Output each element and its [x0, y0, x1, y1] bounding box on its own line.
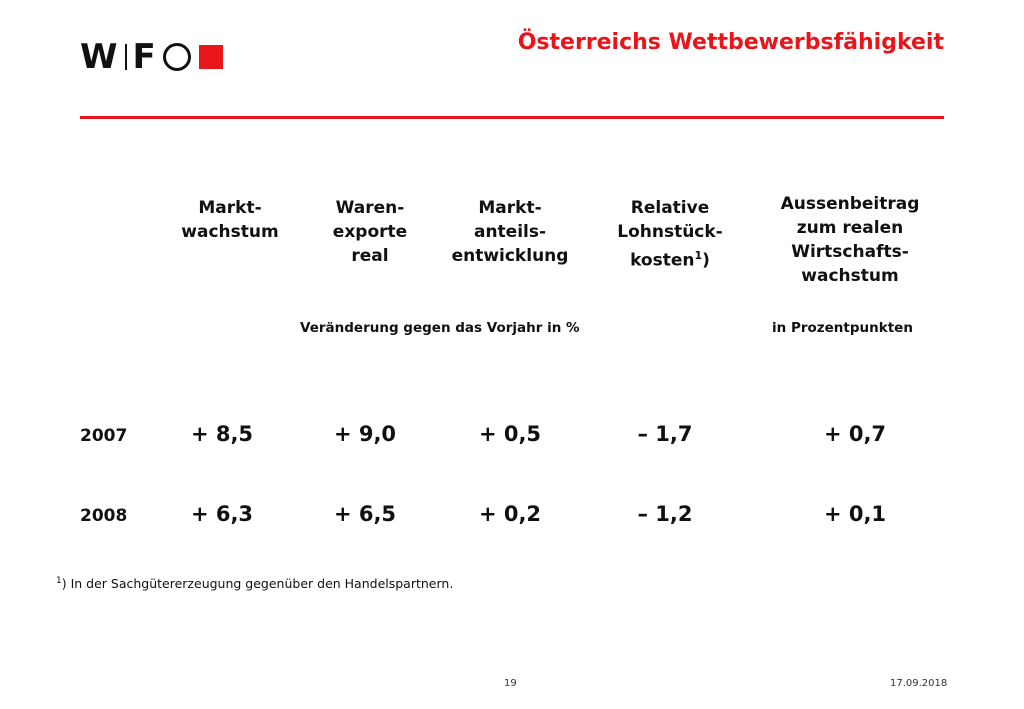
cell-2008-warenexporte: + 6,5 — [333, 502, 397, 526]
cell-2007-aussenbeitrag: + 0,7 — [823, 422, 887, 446]
page-title: Österreichs Wettbewerbsfähigkeit — [517, 30, 944, 55]
column-header-lohnstueckkosten-text: Relative Lohnstück- kosten — [617, 198, 723, 271]
column-header-lohnstueckkosten-suffix: ) — [702, 250, 710, 271]
column-header-lohnstueckkosten — [595, 196, 745, 273]
logo-circle-icon — [163, 43, 191, 71]
logo-letter-w: W — [80, 37, 119, 77]
logo-bar-icon — [125, 44, 127, 70]
logo-letter-f: F — [132, 37, 157, 77]
cell-2007-lohnstueckkosten: – 1,7 — [637, 422, 693, 446]
logo-red-square-icon — [199, 45, 223, 69]
page-number: 19 — [504, 678, 517, 689]
footnote-text: ) In der Sachgütererzeugung gegenüber den Handelspartnern. — [61, 576, 454, 592]
column-header-warenexporte: Waren- exporte real — [332, 198, 408, 266]
cell-2008-marktwachstum: + 6,3 — [190, 502, 254, 526]
cell-2008-lohnstueckkosten: – 1,2 — [637, 502, 693, 526]
wifo-logo — [80, 37, 223, 77]
unit-label-percent: Veränderung gegen das Vorjahr in % — [300, 320, 580, 336]
footnote-marker: 1 — [56, 576, 62, 586]
column-header-marktanteil: Markt- anteils- entwicklung — [451, 198, 569, 266]
column-header-marktwachstum: Markt- wachstum — [181, 198, 279, 242]
cell-2008-aussenbeitrag: + 0,1 — [823, 502, 887, 526]
column-header-footnote-marker: 1 — [694, 249, 703, 262]
cell-2007-marktwachstum: + 8,5 — [190, 422, 254, 446]
cell-2007-warenexporte: + 9,0 — [333, 422, 397, 446]
header-divider — [80, 116, 944, 119]
footnote — [56, 576, 453, 591]
cell-2008-marktanteil: + 0,2 — [478, 502, 542, 526]
row-year-2007: 2007 — [80, 426, 128, 446]
column-header-aussenbeitrag: Aussenbeitrag zum realen Wirtschafts- wachstum — [780, 194, 920, 286]
row-year-2008: 2008 — [80, 506, 128, 526]
footer-date: 17.09.2018 — [890, 678, 948, 689]
cell-2007-marktanteil: + 0,5 — [478, 422, 542, 446]
unit-label-points: in Prozentpunkten — [772, 320, 913, 336]
